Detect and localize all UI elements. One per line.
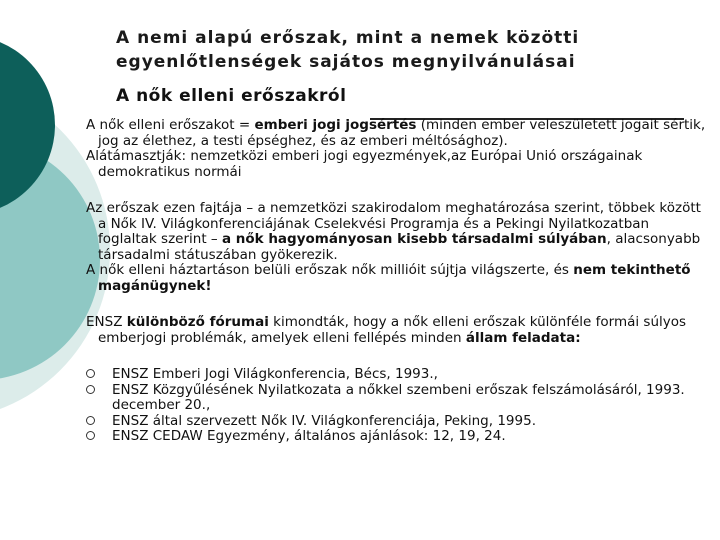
list-item-text: ENSZ által szervezett Nők IV. Világkonferenciája, Peking, 1995. xyxy=(112,412,536,429)
para5-text-c: kimondták, hogy a nők elleni erőszak különféle formái súlyos emberjogi problémák, amelyek elleni fellépés minden xyxy=(98,314,687,346)
list-item xyxy=(86,414,706,430)
slide-subtitle: A nők elleni erőszakról xyxy=(116,86,347,106)
para5-emphasis-state: állam feladata: xyxy=(465,329,581,346)
paragraph-roots xyxy=(86,201,706,263)
spacer xyxy=(86,180,706,201)
paragraph-support: Alátámasztják: nemzetközi emberi jogi egyezmények,az Európai Unió országainak demokratikus normái xyxy=(86,148,643,180)
list-item xyxy=(86,367,706,383)
para4-emphasis: nem tekinthető magánügynek! xyxy=(98,262,691,294)
paragraph-domestic xyxy=(86,263,706,294)
circle-bullet-icon xyxy=(86,369,95,378)
para3-text-a: Az erőszak ezen fajtája – a nemzetközi szakirodalom meghatározása szerint, többek között a Nők IV. Világkonferenciájának Cselekvési Programja és a Pekingi Nyilatkozatban foglaltak szerint – xyxy=(86,200,701,247)
paragraph-definition xyxy=(86,118,706,149)
circle-bullet-icon xyxy=(86,416,95,425)
para5-text-a: ENSZ xyxy=(86,314,127,330)
list-item xyxy=(86,383,706,414)
slide-title xyxy=(116,26,706,74)
title-line-2: egyenlőtlenségek sajátos megnyilvánulásai xyxy=(116,52,576,72)
spacer xyxy=(86,346,706,367)
para4-text-a: A nők elleni háztartáson belüli erőszak nők millióit sújtja világszerte, és xyxy=(86,262,574,278)
paragraph-un xyxy=(86,315,706,346)
list-item-text: ENSZ Emberi Jogi Világkonferencia, Bécs, 1993., xyxy=(112,366,438,382)
un-documents-list xyxy=(86,367,706,445)
slide-body xyxy=(86,118,706,445)
spacer xyxy=(86,294,706,315)
circle-bullet-icon xyxy=(86,431,95,440)
para1-text-a: A nők elleni erőszakot = xyxy=(86,117,255,133)
list-item-text: ENSZ Közgyűlésének Nyilatkozata a nőkkel szembeni erőszak felszámolásáról, 1993. december 20., xyxy=(112,381,685,413)
para5-emphasis-forums: különböző fórumai xyxy=(126,314,269,330)
title-line-1: A nemi alapú erőszak, mint a nemek közötti xyxy=(116,28,580,48)
para1-text-c: (minden ember veleszületett jogait sértik, jog az élethez, a testi épséghez, és az emberi méltósághoz). xyxy=(98,117,706,149)
list-item xyxy=(86,429,706,445)
para1-emphasis: emberi jogi jogsértés xyxy=(254,117,417,133)
list-item-text: ENSZ CEDAW Egyezmény, általános ajánlások: 12, 19, 24. xyxy=(112,428,506,444)
para3-emphasis: a nők hagyományosan kisebb társadalmi súlyában xyxy=(221,231,607,247)
para3-text-c: , alacsonyabb társadalmi státuszában gyökerezik. xyxy=(98,231,701,263)
circle-bullet-icon xyxy=(86,385,95,394)
